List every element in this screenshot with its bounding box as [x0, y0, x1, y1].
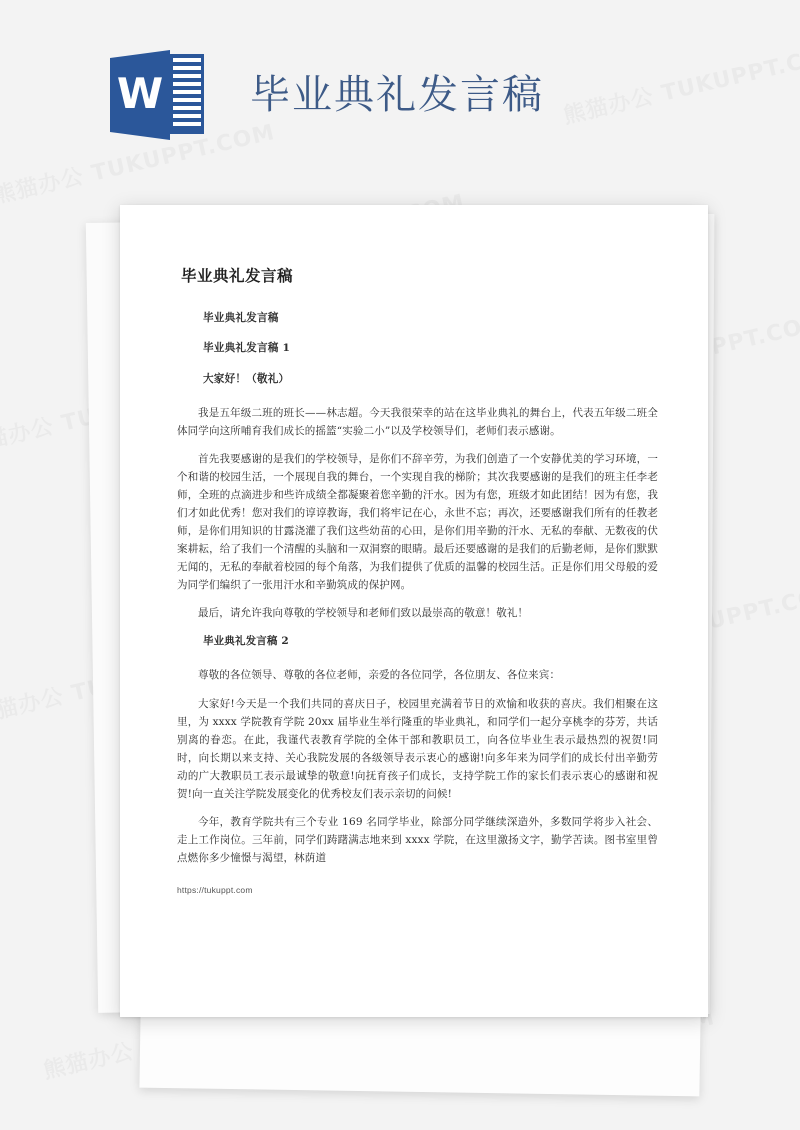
- document-section-heading: 毕业典礼发言稿 2: [203, 635, 289, 648]
- document-footer-url[interactable]: https://tukuppt.com: [177, 884, 253, 895]
- svg-text:W: W: [116, 69, 164, 118]
- document-paragraph: 今年，教育学院共有三个专业 169 名同学毕业，除部分同学继续深造外，多数同学将步入社会、走上工作岗位。三年前，同学们踌躇满志地来到 xxxx 学院，在这里激扬文字，勤学苦读。图书室里曾点燃你多少憧憬与渴望，林荫道: [177, 815, 658, 864]
- document-paragraph: 首先我要感谢的是我们的学校领导，是你们不辞辛劳，为我们创造了一个安静优美的学习环境，一个和谐的校园生活，一个展现自我的舞台，一个实现自我的梯阶；其次我要感谢的是我们的班主任李老师，全班的点滴进步和些许成绩全都凝聚着您辛勤的汗水。因为有您，班级才如此团结！因为有您，我们才如此优秀！您对我们的谆谆教诲，我们将牢记在心，永世不忘；再次，还要感谢我们所有的任教老师，是你们用知识的甘露浇灌了我们这些幼苗的心田，是你们用辛勤的汗水、无私的奉献、无数夜的伏案耕耘，给了我们一个清醒的头脑和一双洞察的眼睛。最后还要感谢的是我们的后勤老师，是你们默默无闻的，无私的奉献着校园的每个角落，为我们提供了优质的温馨的校园生活。正是你们用父母般的爱为同学们编织了一张用汗水和辛勤筑成的保护网。: [177, 452, 658, 592]
- app-header: [0, 0, 800, 190]
- background-sheet-bottom: [139, 1008, 700, 1097]
- document-preview-page[interactable]: [120, 205, 708, 1017]
- document-title: 毕业典礼发言稿: [181, 266, 294, 285]
- document-paragraph: 我是五年级二班的班长——林志超。今天我很荣幸的站在这毕业典礼的舞台上，代表五年级二班全体同学向这所哺育我们成长的摇篮“实验二小”以及学校领导们，老师们表示感谢。: [177, 406, 658, 437]
- document-subline: 毕业典礼发言稿 1: [203, 342, 291, 355]
- document-paragraph: 大家好!今天是一个我们共同的喜庆日子，校园里充满着节日的欢愉和收获的喜庆。我们相聚在这里，为 xxxx 学院教育学院 20xx 届毕业生举行隆重的毕业典礼，和同学们一起分享桃李的芬芳，共话别离的眷恋。在此，我谨代表教育学院的全体干部和教职员工，向各位毕业生表示最热烈的祝贺!同时，向长期以来支持、关心我院发展的各级领导表示衷心的感谢!向多年来为同学们的成长付出辛勤劳动的广大教职员工表示最诚挚的敬意!向抚育孩子们成长，支持学院工作的家长们表示衷心的感谢和祝贺!向一直关注学院发展变化的优秀校友们表示亲切的问候!: [177, 697, 658, 800]
- page-title: 毕业典礼发言稿: [250, 72, 544, 118]
- word-document-icon: [108, 48, 206, 142]
- document-subline: 毕业典礼发言稿: [203, 311, 279, 324]
- document-paragraph: 最后，请允许我向尊敬的学校领导和老师们致以最崇高的敬意！敬礼！: [198, 607, 529, 620]
- document-body: [177, 267, 658, 895]
- document-subline: 大家好！（敬礼）: [203, 373, 290, 386]
- document-paragraph: 尊敬的各位领导、尊敬的各位老师，亲爱的各位同学，各位朋友、各位来宾：: [198, 669, 561, 682]
